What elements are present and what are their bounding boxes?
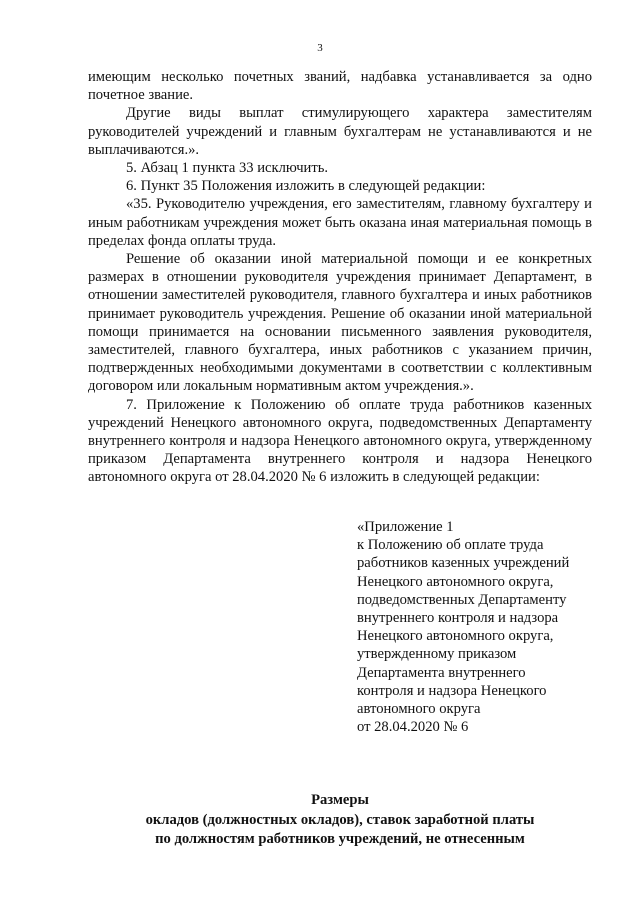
title-line: по должностям работников учреждений, не отнесенным: [155, 831, 525, 847]
paragraph-item-7: 7. Приложение к Положению об оплате труда работников казенных учреждений Ненецкого автономного округа, подведомственных Департаменту внутреннего контроля и надзора Ненецкого автономного округа, утвержденному приказом Департамента внутреннего контроля и надзора Ненецкого автономного округа от 28.04.2020 № 6 изложить в следующей редакции:: [88, 396, 592, 486]
paragraph-continuation: имеющим несколько почетных званий, надбавка устанавливается за одно почетное звание.: [88, 69, 592, 104]
paragraph-point-35: «35. Руководителю учреждения, его заместителям, главному бухгалтеру и иным работникам учреждения может быть оказана иная материальная помощь в пределах фонда оплаты труда.: [88, 196, 592, 249]
paragraph-other-payments: Другие виды выплат стимулирующего характера заместителям руководителей учреждений и главным бухгалтерам не устанавливаются и не выплачиваются.».: [88, 105, 592, 158]
title-line: Размеры: [311, 792, 369, 808]
appendix-line: работников казенных учреждений: [357, 555, 570, 572]
appendix-line: «Приложение 1: [357, 519, 454, 535]
paragraph-decision-material-aid: Решение об оказании иной материальной помощи и ее конкретных размерах в отношении руководителя учреждения принимает Департамент, в отношении заместителей руководителя, главного бухгалтера и иных работников принимает руководитель учреждения. Решение об оказании иной материальной помощи принимается на основании письменного заявления руководителя, заместителей, главного бухгалтера, иных работников с указанием причин, подтвержденных необходимыми документами в соответствии с коллективным договором или локальным нормативным актом учреждения.».: [88, 251, 592, 395]
appendix-line: к Положению об оплате труда: [357, 537, 544, 554]
appendix-line: подведомственных Департаменту: [357, 591, 567, 608]
appendix-line: Ненецкого автономного округа,: [357, 573, 554, 590]
appendix-line: Ненецкого автономного округа,: [357, 628, 554, 645]
paragraph-item-5: 5. Абзац 1 пункта 33 исключить.: [126, 160, 329, 177]
appendix-line: автономного округа: [357, 701, 481, 718]
appendix-line: контроля и надзора Ненецкого: [357, 682, 547, 699]
body-text: [88, 68, 592, 487]
paragraph-item-6: 6. Пункт 35 Положения изложить в следующей редакции:: [126, 178, 486, 195]
title-line: окладов (должностных окладов), ставок заработной платы: [145, 811, 535, 828]
appendix-line: Департамента внутреннего: [357, 664, 526, 681]
section-title: [88, 791, 592, 850]
appendix-line: внутреннего контроля и надзора: [357, 610, 559, 627]
appendix-line: утвержденному приказом: [357, 646, 517, 663]
appendix-header-block: [357, 518, 607, 736]
appendix-line: от 28.04.2020 № 6: [357, 719, 469, 736]
page-number: 3: [317, 42, 323, 54]
